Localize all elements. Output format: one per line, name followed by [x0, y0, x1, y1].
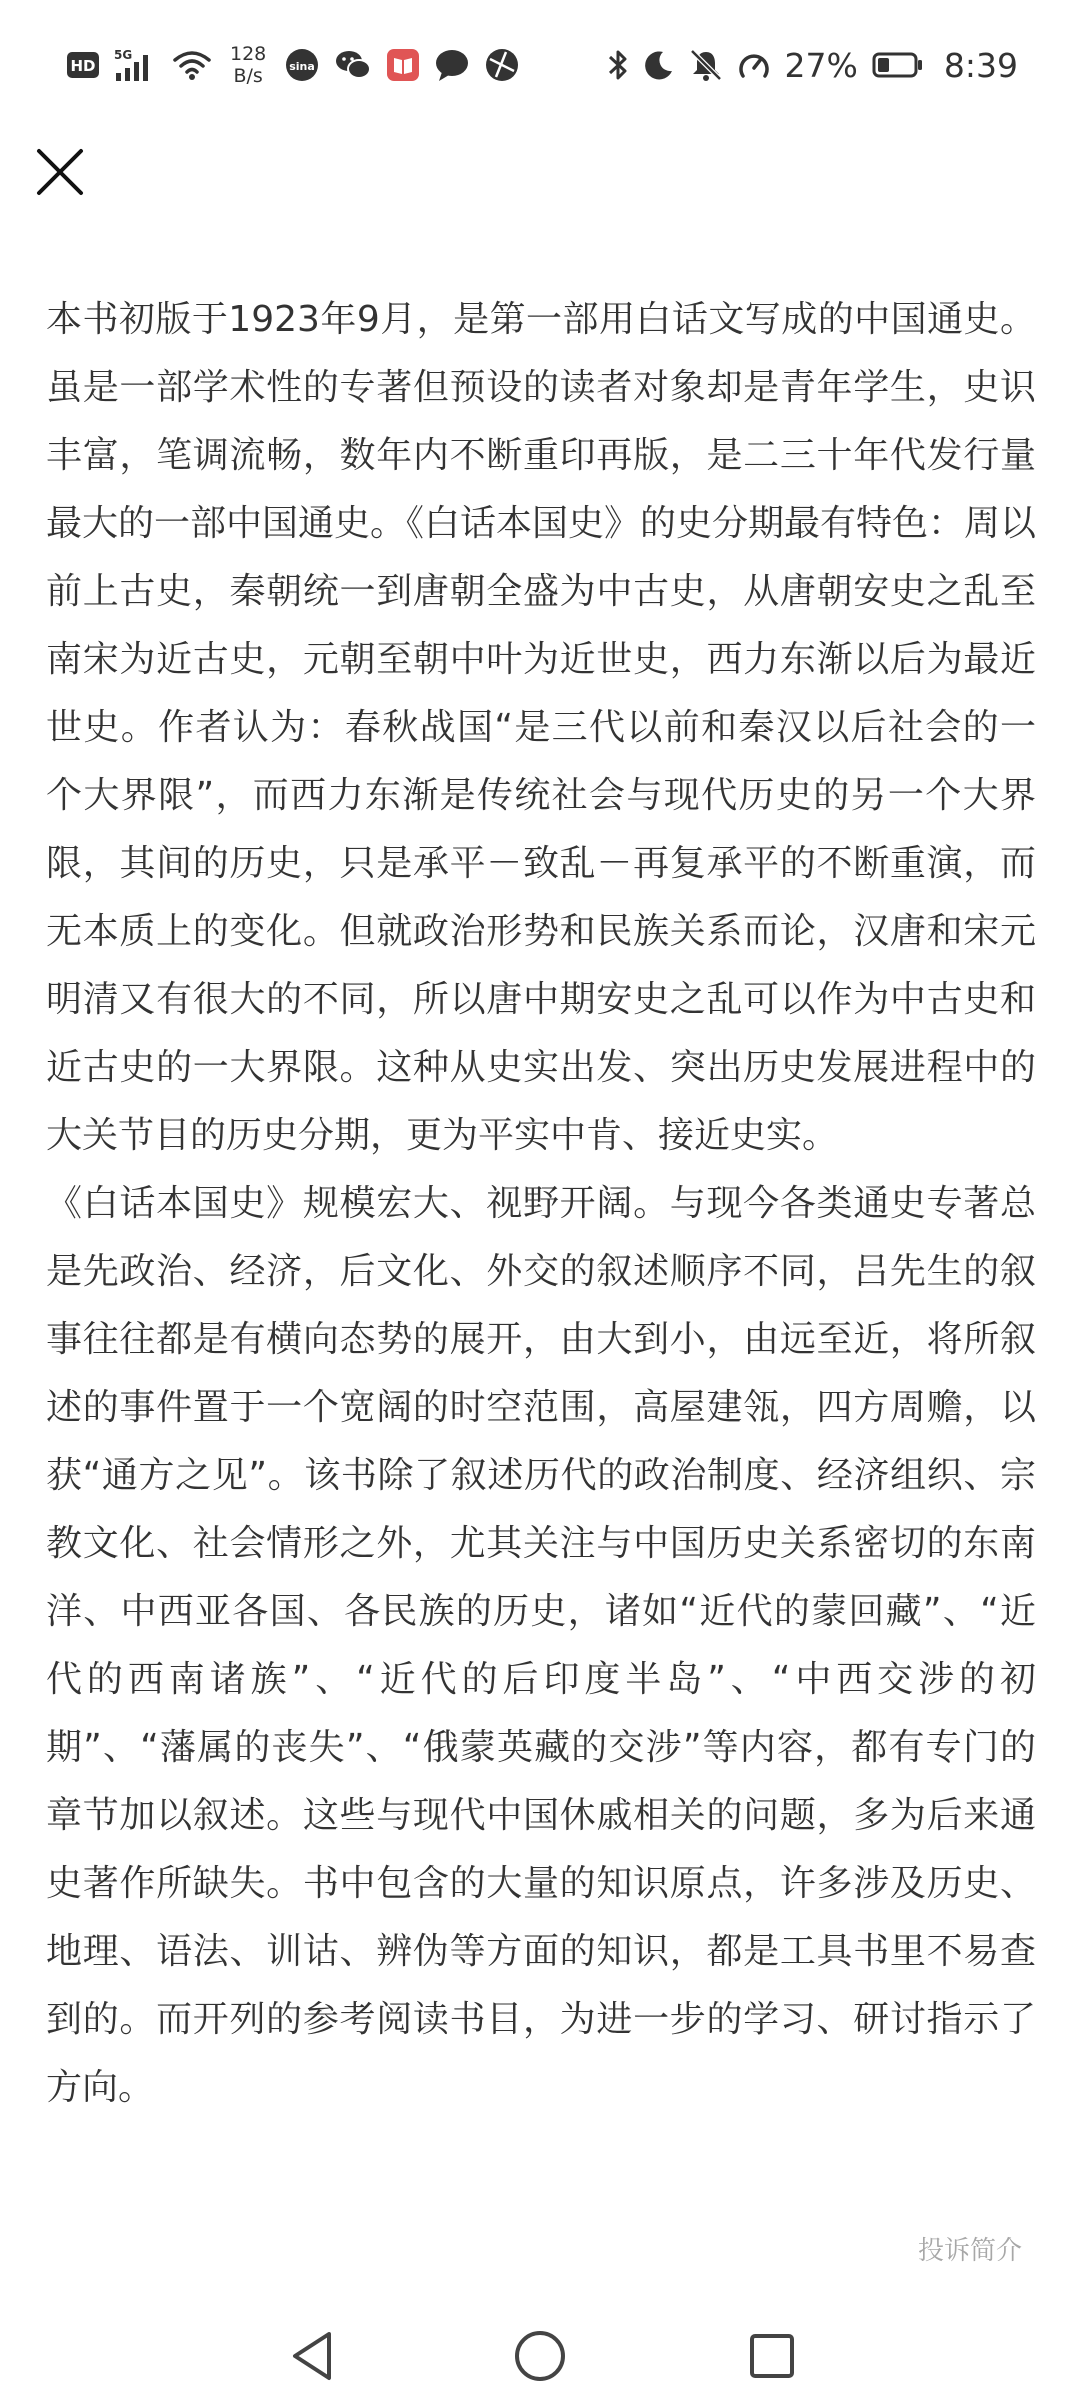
do-not-disturb-moon-icon: [643, 49, 675, 81]
speedometer-icon: [737, 48, 771, 82]
status-bar-right: [607, 46, 1018, 85]
wechat-icon: [334, 48, 372, 82]
home-circle-icon: [513, 2329, 567, 2383]
nav-recents-button[interactable]: [744, 2328, 800, 2384]
battery-icon: [872, 51, 924, 79]
network-speed-value: 128: [230, 43, 267, 65]
battery-percent: 27%: [784, 45, 858, 85]
description-paragraph: 《白话本国史》规模宏大、视野开阔。与现今各类通史专著总是先政治、经济，后文化、外交的叙述顺序不同，吕先生的叙事往往都是有横向态势的展开，由大到小，由远至近，将所叙述的事件置于一个宽阔的时空范围，高屋建瓴，四方周赡，以获“通方之见”。该书除了叙述历代的政治制度、经济组织、宗教文化、社会情形之外，尤其关注与中国历史关系密切的东南洋、中西亚各国、各民族的历史，诸如“近代的蒙回藏”、“近代的西南诸族”、“近代的后印度半岛”、“中西交涉的初期”、“藩属的丧失”、“俄蒙英藏的交涉”等内容，都有专门的章节加以叙述。这些与现代中国休戚相关的问题，多为后来通史著作所缺失。书中包含的大量的知识原点，许多涉及历史、地理、语法、训诂、辨伪等方面的知识，都是工具书里不易查到的。而开列的参考阅读书目，为进一步的学习、研讨指示了方向。: [46, 1183, 1036, 2108]
muted-bell-icon: [689, 48, 723, 82]
close-button[interactable]: [28, 140, 92, 204]
message-icon: [434, 48, 470, 82]
description-paragraph: 本书初版于1923年9月，是第一部用白话文写成的中国通史。虽是一部学术性的专著但预设的读者对象却是青年学生，史识丰富，笔调流畅，数年内不断重印再版，是二三十年代发行量最大的一部中国通史。《白话本国史》的史分期最有特色：周以前上古史，秦朝统一到唐朝全盛为中古史，从唐朝安史之乱至南宋为近古史，元朝至朝中叶为近世史，西力东渐以后为最近世史。作者认为：春秋战国“是三代以前和秦汉以后社会的一个大界限”，而西力东渐是传统社会与现代历史的另一个大界限，其间的历史，只是承平－致乱－再复承平的不断重演，而无本质上的变化。但就政治形势和民族关系而论，汉唐和宋元明清又有很大的不同，所以唐中期安史之乱可以作为中古史和近古史的一大界限。这种从史实出发、突出历史发展进程中的大关节目的历史分期，更为平实中肯、接近史实。: [46, 299, 1037, 1156]
network-speed: [230, 43, 266, 87]
book-description: [46, 286, 1036, 2122]
nav-back-button[interactable]: [284, 2328, 340, 2384]
hd-icon: [66, 50, 100, 80]
browser-icon: [484, 47, 520, 83]
clock-time: 8:39: [943, 45, 1018, 85]
hd-label: HD: [70, 57, 96, 75]
system-navigation-bar: [0, 2300, 1080, 2388]
status-bar-left: [66, 43, 520, 87]
report-description-link[interactable]: 投诉简介: [917, 2236, 1022, 2266]
network-type-label: 5G: [114, 48, 133, 62]
network-speed-unit: B/s: [233, 65, 263, 87]
nav-home-button[interactable]: [512, 2328, 568, 2384]
back-triangle-icon: [287, 2329, 337, 2383]
cellular-signal-icon: [114, 47, 158, 83]
sina-weibo-icon: [284, 47, 320, 83]
close-icon: [35, 147, 85, 197]
status-bar: [0, 0, 1080, 130]
svg-text:sina: sina: [289, 60, 316, 73]
wifi-icon: [172, 48, 212, 82]
bluetooth-icon: [607, 48, 629, 82]
recents-square-icon: [747, 2331, 797, 2381]
reading-app-icon: [386, 48, 420, 82]
